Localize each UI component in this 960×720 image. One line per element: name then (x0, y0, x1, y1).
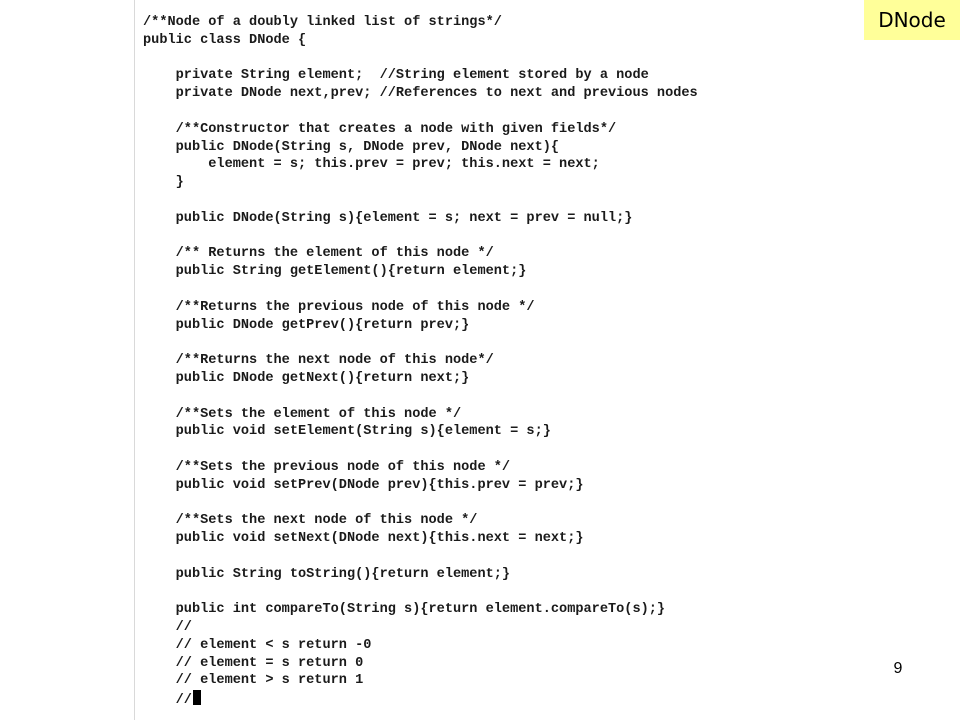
code-line: public DNode(String s, DNode prev, DNode next){ (143, 139, 560, 155)
code-line (143, 281, 698, 299)
code-line: /**Sets the element of this node */ (143, 406, 462, 422)
code-line (143, 50, 698, 68)
code-line: public DNode getNext(){return next;} (143, 370, 470, 386)
slide-title-badge: DNode (864, 0, 960, 40)
code-line: // element > s return 1 (143, 673, 364, 689)
code-line: element = s; this.prev = prev; this.next = next; (143, 157, 600, 173)
code-line: /**Sets the next node of this node */ (143, 513, 478, 529)
code-line: public class DNode { (143, 32, 307, 48)
code-line (143, 228, 698, 246)
code-line: /** Returns the element of this node */ (143, 246, 494, 262)
code-line (143, 495, 698, 513)
code-block (143, 14, 698, 708)
code-line: /**Constructor that creates a node with given fields*/ (143, 121, 617, 137)
code-line: // (143, 690, 698, 708)
code-line: /**Sets the previous node of this node */ (143, 459, 511, 475)
code-line: /**Returns the next node of this node*/ (143, 353, 494, 369)
code-line (143, 192, 698, 210)
code-line (143, 584, 698, 602)
code-line: // (143, 620, 192, 636)
code-line: public void setNext(DNode next){this.next = next;} (143, 531, 584, 547)
text-cursor (193, 690, 201, 705)
code-line: public DNode(String s){element = s; next = prev = null;} (143, 210, 633, 226)
code-line: } (143, 175, 184, 191)
code-line (143, 388, 698, 406)
code-line: // element < s return -0 (143, 637, 372, 653)
code-line: /**Returns the previous node of this node */ (143, 299, 535, 315)
code-line: public int compareTo(String s){return element.compareTo(s);} (143, 602, 666, 618)
code-line (143, 441, 698, 459)
code-line: private DNode next,prev; //References to next and previous nodes (143, 86, 698, 102)
code-line: public String getElement(){return element;} (143, 264, 527, 280)
code-line (143, 103, 698, 121)
code-line: public String toString(){return element;} (143, 566, 511, 582)
code-line: public void setPrev(DNode prev){this.prev = prev;} (143, 477, 584, 493)
code-line: private String element; //String element stored by a node (143, 68, 649, 84)
page-number: 9 (893, 660, 903, 677)
code-line: public void setElement(String s){element = s;} (143, 424, 551, 440)
code-panel (134, 0, 859, 720)
code-line: // element = s return 0 (143, 655, 364, 671)
code-line: /**Node of a doubly linked list of strings*/ (143, 15, 502, 30)
code-line: public DNode getPrev(){return prev;} (143, 317, 470, 333)
code-line (143, 334, 698, 352)
code-line (143, 548, 698, 566)
